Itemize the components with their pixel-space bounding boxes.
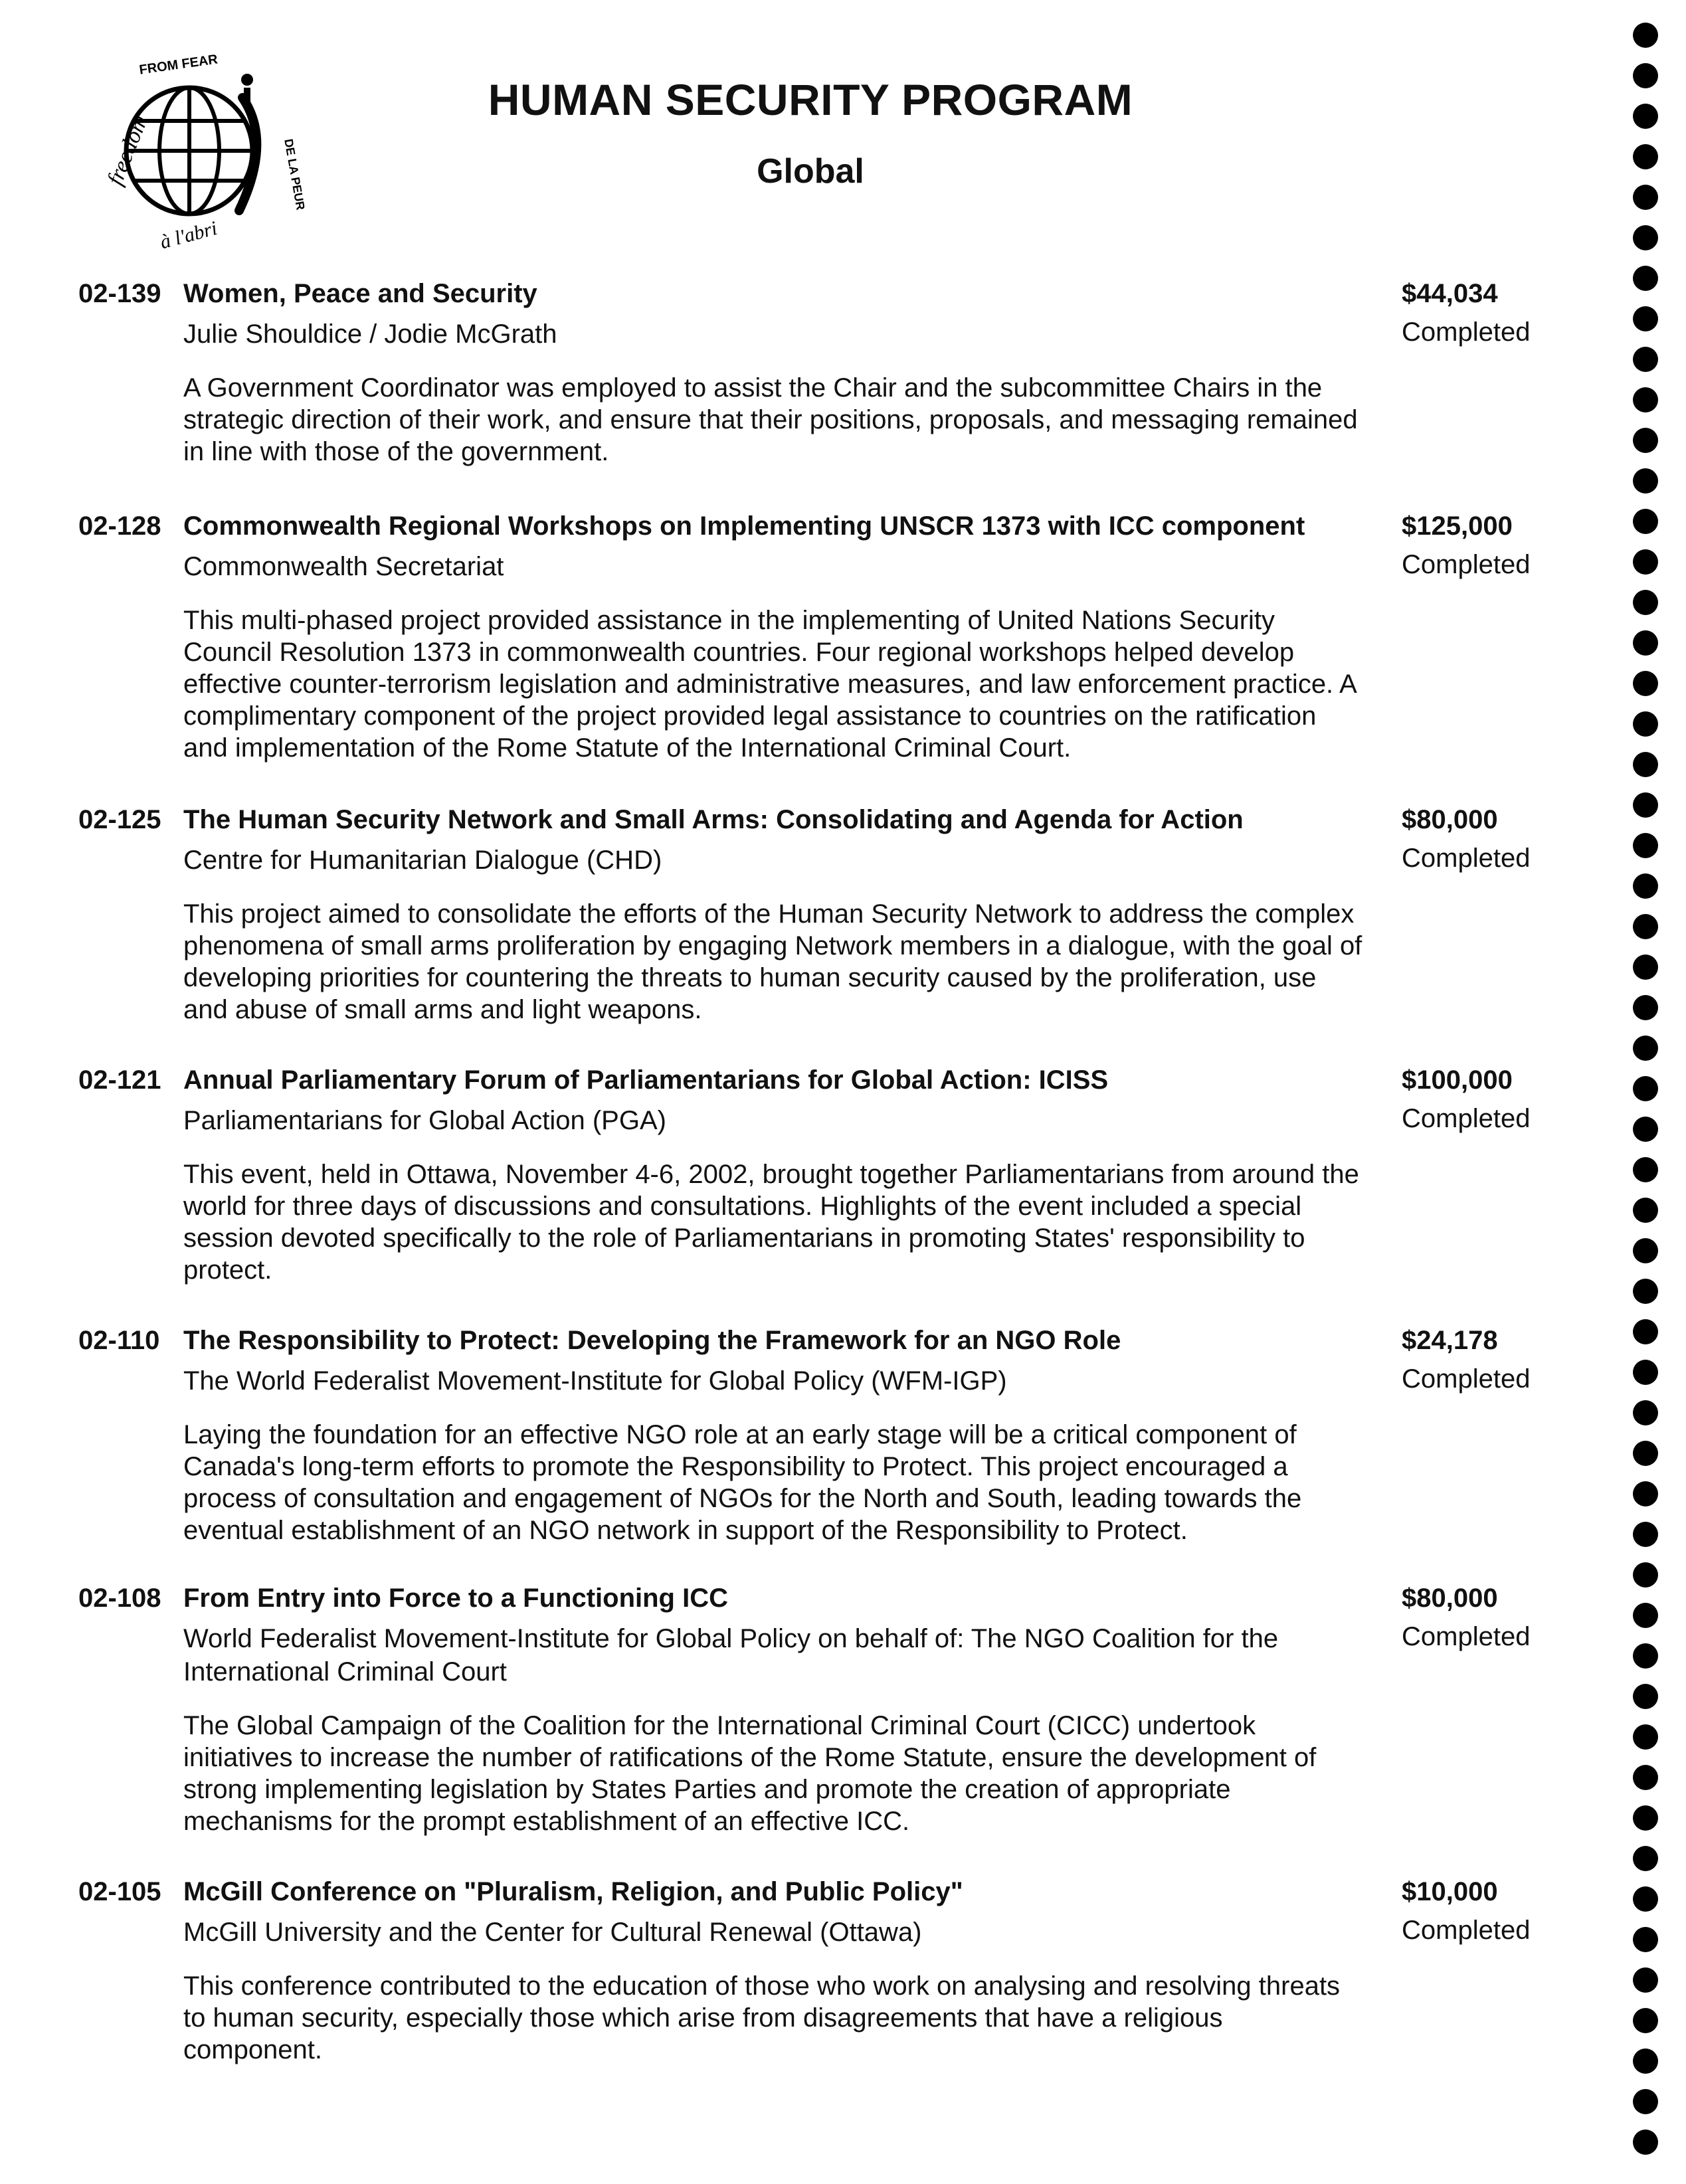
project-status: Completed xyxy=(1402,844,1531,873)
binding-hole xyxy=(1633,266,1658,291)
binding-hole xyxy=(1633,63,1658,88)
binding-hole xyxy=(1633,752,1658,777)
binding-hole xyxy=(1633,23,1658,48)
binding-hole xyxy=(1633,306,1658,331)
binding-hole xyxy=(1633,1319,1658,1344)
binding-hole xyxy=(1633,1562,1658,1588)
project-code: 02-121 xyxy=(78,1065,161,1095)
project-description: This event, held in Ottawa, November 4-6, 2002, brought together Parliamentarians from around the world for three days of discussions and consultations. Highlights of the event included a special session devoted specifically to the role of Parliamentarians in promoting States' responsibility to protect. xyxy=(183,1160,1359,1285)
project-status: Completed xyxy=(1402,1104,1531,1133)
binding-hole xyxy=(1633,1198,1658,1223)
binding-hole xyxy=(1633,2130,1658,2155)
logo-text-bottom: à l'abri xyxy=(157,217,220,254)
binding-hole xyxy=(1633,1886,1658,1912)
project-amount: $80,000 xyxy=(1402,805,1498,834)
binding-hole xyxy=(1633,104,1658,129)
binding-hole xyxy=(1633,914,1658,939)
project-organization: Parliamentarians for Global Action (PGA) xyxy=(183,1106,666,1135)
binding-hole xyxy=(1633,2008,1658,2033)
project-organization: Commonwealth Secretariat xyxy=(183,552,504,581)
project-organization: Centre for Humanitarian Dialogue (CHD) xyxy=(183,846,662,875)
project-code: 02-125 xyxy=(78,805,161,834)
project-description: The Global Campaign of the Coalition for the International Criminal Court (CICC) undertook initiatives to increase the number of ratifications of the Rome Statute, ensure the development of strong implementing legislation by States Parties and promote the creation of appropriate mechanisms for the prompt establishment of an effective ICC. xyxy=(183,1711,1317,1836)
binding-hole xyxy=(1633,2048,1658,2074)
project-title: The Human Security Network and Small Arms: Consolidating and Agenda for Action xyxy=(183,805,1244,834)
binding-hole xyxy=(1633,995,1658,1020)
project-organization: Julie Shouldice / Jodie McGrath xyxy=(183,319,557,349)
logo-text-right: DE LA PEUR xyxy=(282,137,308,211)
project-amount: $125,000 xyxy=(1402,511,1513,541)
binding-hole xyxy=(1633,549,1658,575)
logo-text-top: FROM FEAR xyxy=(138,52,219,78)
project-title: Annual Parliamentary Forum of Parliamentarians for Global Action: ICISS xyxy=(183,1065,1109,1095)
binding-hole xyxy=(1633,1279,1658,1304)
project-status: Completed xyxy=(1402,1916,1531,1945)
binding-hole xyxy=(1633,1603,1658,1628)
binding-hole xyxy=(1633,1522,1658,1547)
binding-hole xyxy=(1633,1643,1658,1669)
binding-hole xyxy=(1633,1967,1658,1993)
binding-hole xyxy=(1633,711,1658,737)
binding-hole xyxy=(1633,630,1658,656)
project-status: Completed xyxy=(1402,318,1531,347)
project-amount: $24,178 xyxy=(1402,1326,1498,1355)
project-code: 02-139 xyxy=(78,279,161,308)
binding-hole xyxy=(1633,225,1658,250)
binding-hole xyxy=(1633,347,1658,372)
binding-hole xyxy=(1633,792,1658,818)
project-description: This conference contributed to the education of those who work on analysing and resolving threats to human security, especially those which arise from disagreements that have a religious component. xyxy=(183,1971,1341,2064)
binding-hole xyxy=(1633,2089,1658,2114)
project-description: A Government Coordinator was employed to assist the Chair and the subcommittee Chairs in the strategic direction of their work, and ensure that their positions, proposals, and messaging remained in line with those of the government. xyxy=(183,373,1358,466)
binding-hole xyxy=(1633,185,1658,210)
project-title: McGill Conference on "Pluralism, Religion, and Public Policy" xyxy=(183,1877,963,1906)
project-code: 02-110 xyxy=(78,1326,160,1355)
binding-hole xyxy=(1633,468,1658,494)
binding-hole xyxy=(1633,1684,1658,1709)
project-code: 02-108 xyxy=(78,1584,161,1613)
logo-text-left: freedom xyxy=(102,112,153,189)
project-title: Women, Peace and Security xyxy=(183,279,537,308)
project-description: This multi-phased project provided assistance in the implementing of United Nations Security Council Resolution 1373 in commonwealth countries. Four regional workshops helped develop effective counter-terrorism legislation and administrative measures, and law enforcement practice. A complimentary component of the project provided legal assistance to countries on the ratification and implementation of the Rome Statute of the International Criminal Court. xyxy=(183,606,1356,763)
binding-hole xyxy=(1633,1036,1658,1061)
binding-hole xyxy=(1633,955,1658,980)
page-title: HUMAN SECURITY PROGRAM xyxy=(488,75,1133,124)
binding-hole xyxy=(1633,671,1658,696)
project-amount: $80,000 xyxy=(1402,1584,1498,1613)
binding-hole xyxy=(1633,1846,1658,1871)
project-title: From Entry into Force to a Functioning ICC xyxy=(183,1584,728,1613)
binding-hole xyxy=(1633,1441,1658,1466)
project-description: Laying the foundation for an effective NGO role at an early stage will be a critical component of Canada's long-term efforts to promote the Responsibility to Protect. This project encouraged a process of consultation and engagement of NGOs for the North and South, leading towards the eventual establishment of an NGO network in support of the Responsibility to Protect. xyxy=(183,1420,1302,1545)
binding-hole xyxy=(1633,1481,1658,1506)
project-amount: $44,034 xyxy=(1402,279,1498,308)
binding-hole xyxy=(1633,387,1658,412)
project-title: The Responsibility to Protect: Developing the Framework for an NGO Role xyxy=(183,1326,1121,1355)
project-status: Completed xyxy=(1402,1364,1531,1394)
binding-hole xyxy=(1633,144,1658,169)
binding-hole xyxy=(1633,873,1658,899)
binding-hole xyxy=(1633,1238,1658,1263)
project-amount: $100,000 xyxy=(1402,1065,1513,1095)
project-organization: McGill University and the Center for Cultural Renewal (Ottawa) xyxy=(183,1918,922,1947)
binding-hole xyxy=(1633,1765,1658,1790)
binding-hole xyxy=(1633,590,1658,615)
project-organization: The World Federalist Movement-Institute for Global Policy (WFM-IGP) xyxy=(183,1366,1007,1396)
binding-hole xyxy=(1633,1927,1658,1952)
page-subtitle: Global xyxy=(757,152,864,191)
binding-hole xyxy=(1633,833,1658,858)
project-status: Completed xyxy=(1402,550,1531,579)
binding-hole xyxy=(1633,1076,1658,1101)
binding-hole xyxy=(1633,1157,1658,1182)
project-description: This project aimed to consolidate the efforts of the Human Security Network to address the complex phenomena of small arms proliferation by engaging Network members in a dialogue, with the goal of developing priorities for countering the threats to human security caused by the proliferation, use and abuse of small arms and light weapons. xyxy=(183,899,1362,1024)
binding-hole xyxy=(1633,1805,1658,1831)
binding-hole xyxy=(1633,1400,1658,1425)
project-code: 02-105 xyxy=(78,1877,161,1906)
binding-hole xyxy=(1633,1724,1658,1750)
project-amount: $10,000 xyxy=(1402,1877,1498,1906)
project-status: Completed xyxy=(1402,1622,1531,1651)
binding-hole xyxy=(1633,1117,1658,1142)
binding-holes xyxy=(1633,23,1673,2184)
binding-hole xyxy=(1633,509,1658,534)
binding-hole xyxy=(1633,428,1658,453)
binding-hole xyxy=(1633,1360,1658,1385)
project-organization: World Federalist Movement-Institute for Global Policy on behalf of: The NGO Coalition for the International Criminal Court xyxy=(183,1624,1279,1686)
project-code: 02-128 xyxy=(78,511,161,541)
project-title: Commonwealth Regional Workshops on Implementing UNSCR 1373 with ICC component xyxy=(183,511,1305,541)
